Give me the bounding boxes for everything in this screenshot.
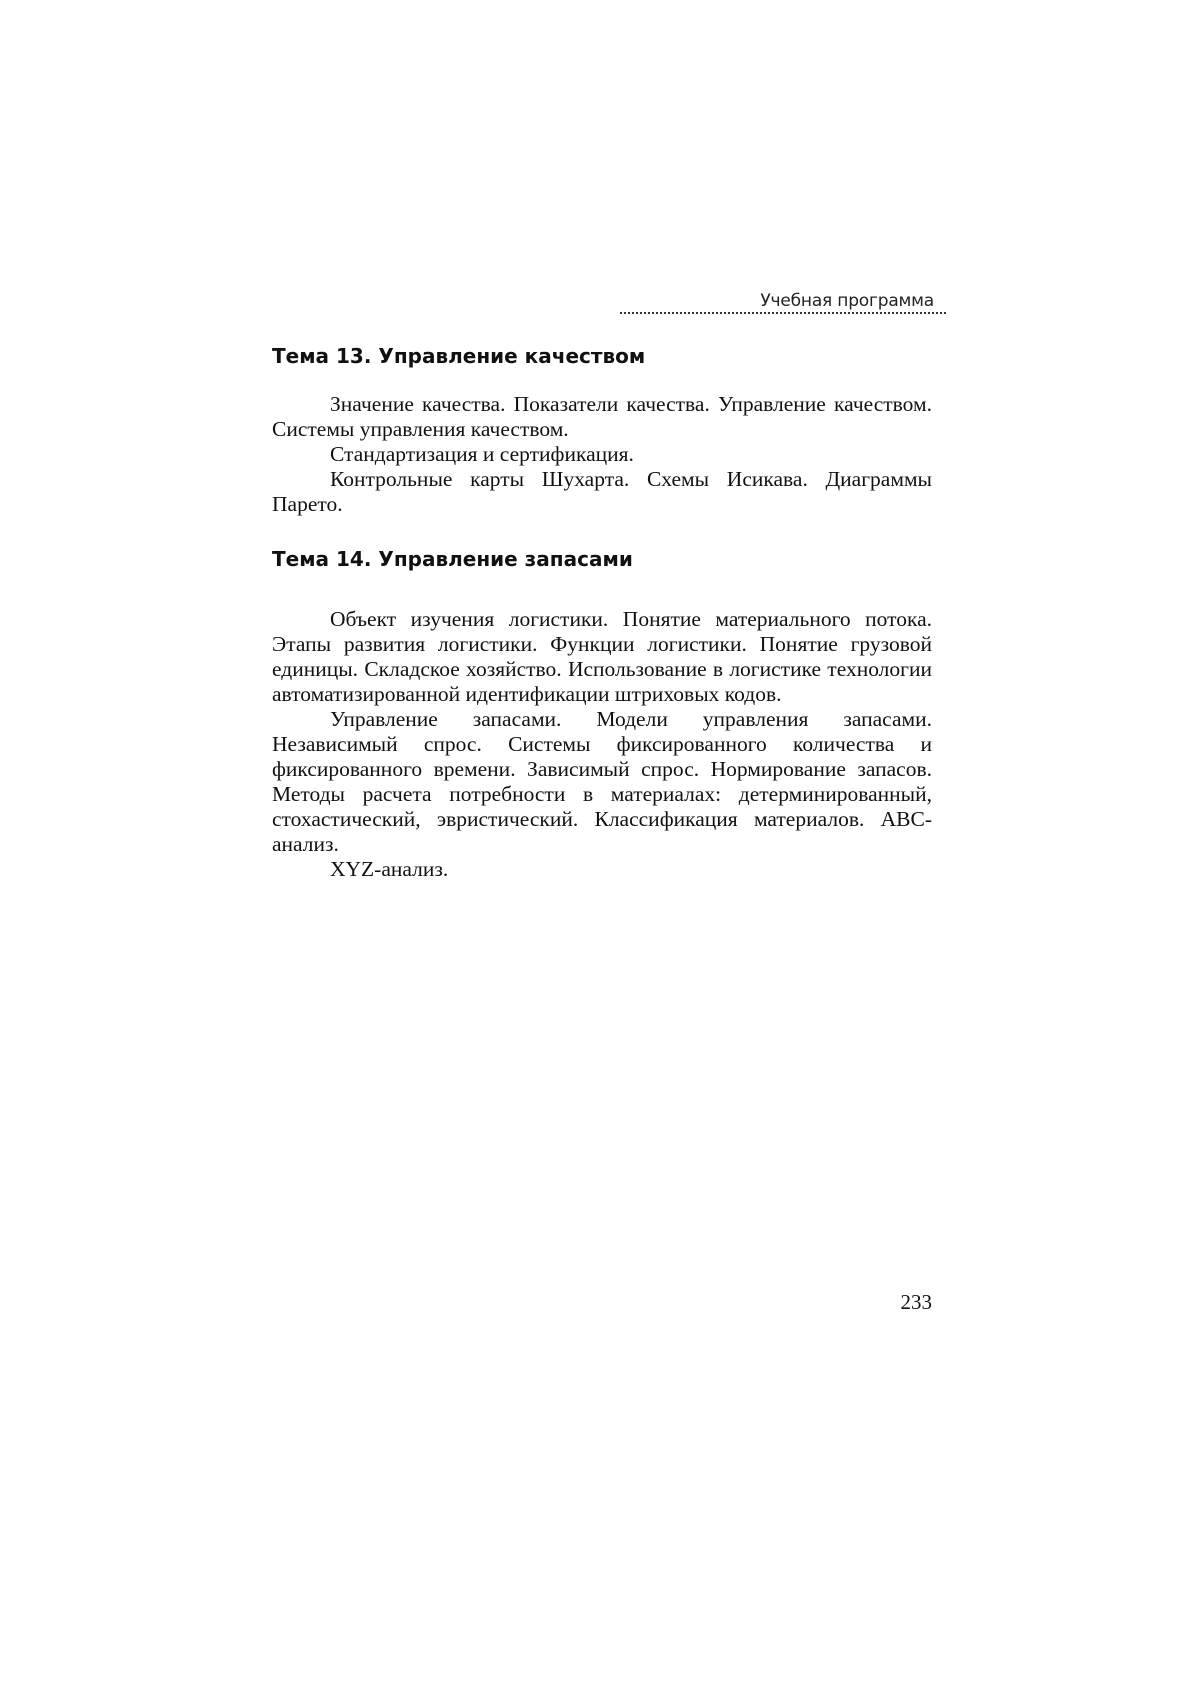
section-13-body [272, 392, 932, 517]
paragraph: Управление запасами. Модели управления запасами. Независимый спрос. Системы фиксированного количества и фиксированного времени. Зависимый спрос. Нормирование запасов. Методы расчета потребности в материалах: детерминированный, стохастический, эвристический. Классификация материалов. ABC-анализ. [272, 707, 932, 856]
paragraph: Контрольные карты Шухарта. Схемы Исикава. Диаграммы Парето. [272, 467, 932, 516]
paragraph: Значение качества. Показатели качества. Управление качеством. Системы управления качеством. [272, 392, 932, 441]
section-14-body [272, 607, 932, 882]
section-13 [272, 344, 932, 517]
page-number: 233 [900, 1290, 932, 1314]
paragraph: Стандартизация и сертификация. [330, 442, 634, 466]
paragraph: XYZ-анализ. [330, 857, 449, 881]
running-header [620, 286, 946, 314]
section-14 [272, 547, 932, 882]
paragraph: Объект изучения логистики. Понятие материального потока. Этапы развития логистики. Функции логистики. Понятие грузовой единицы. Складское хозяйство. Использование в логистике технологии автоматизированной идентификации штриховых кодов. [272, 607, 932, 706]
section-14-heading: Тема 14. Управление запасами [272, 547, 633, 571]
running-header-text: Учебная программа [760, 291, 934, 311]
page-content [272, 340, 932, 882]
section-13-heading: Тема 13. Управление качеством [272, 344, 646, 368]
